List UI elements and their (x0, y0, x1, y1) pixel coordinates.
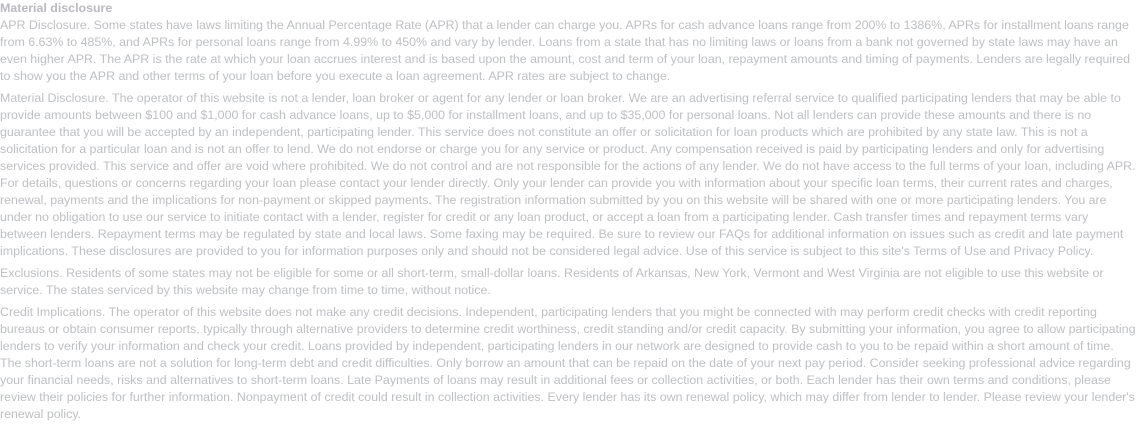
disclosure-title: Material disclosure (0, 1, 113, 15)
material-disclosure-paragraph: Material Disclosure. The operator of this website is not a lender, loan broker or agent for any lender or loan broker. We are an advertising referral service to qualified participating lenders that may be able to provide amounts between $100 and $1,000 for cash advance loans, up to $5,000 for installment loans, and up to $35,000 for personal loans. Not all lenders can provide these amounts and there is no guarantee that you will be accepted by an independent, participating lender. This service does not constitute an offer or solicitation for loan products which are prohibited by any state law. This is not a solicitation for a particular loan and is not an offer to lend. We do not endorse or charge you for any service or product. Any compensation received is paid by participating lenders and only for advertising services provided. This service and offer are void where prohibited. We do not control and are not responsible for the actions of any lender. We do not have access to the full terms of your loan, including APR. For details, questions or concerns regarding your loan please contact your lender directly. Only your lender can provide you with information about your specific loan terms, their current rates and charges, renewal, payments and the implications for non-payment or skipped payments. The registration information submitted by you on this website will be shared with one or more participating lenders. You are under no obligation to use our service to initiate contact with a lender, register for credit or any loan product, or accept a loan from a participating lender. Cash transfer times and repayment terms vary between lenders. Repayment terms may be regulated by state and local laws. Some faxing may be required. Be sure to review our FAQs for additional information on issues such as credit and late payment implications. These disclosures are provided to you for information purposes only and should not be considered legal advice. Use of this service is subject to this site's Terms of Use and Privacy Policy. (0, 91, 1136, 258)
exclusions-paragraph: Exclusions. Residents of some states may not be eligible for some or all short-term, small-dollar loans. Residents of Arkansas, New York, Vermont and West Virginia are not eligible to use this website or service. The states serviced by this website may change from time to time, without notice. (0, 266, 1104, 297)
credit-implications-paragraph: Credit Implications. The operator of this website does not make any credit decisions. Independent, participating lenders that you might be connected with may perform credit checks with credit reporting bureaus or obtain consumer reports, typically through alternative providers to determine credit worthiness, credit standing and/or credit capacity. By submitting your information, you agree to allow participating lenders to verify your information and check your credit. Loans provided by independent, participating lenders in our network are designed to provide cash to you to be repaid within a short amount of time. The short-term loans are not a solution for long-term debt and credit difficulties. Only borrow an amount that can be repaid on the date of your next pay period. Consider seeking professional advice regarding your financial needs, risks and alternatives to short-term loans. Late Payments of loans may result in additional fees or collection activities, or both. Each lender has their own terms and conditions, please review their policies for further information. Nonpayment of credit could result in collection activities. Every lender has its own renewal policy, which may differ from lender to lender. Please review your lender's renewal policy. (0, 305, 1136, 421)
apr-disclosure-paragraph: APR Disclosure. Some states have laws limiting the Annual Percentage Rate (APR) that a lender can charge you. APRs for cash advance loans range from 200% to 1386%, APRs for installment loans range from 6.63% to 485%, and APRs for personal loans range from 4.99% to 450% and vary by lender. Loans from a state that has no limiting laws or loans from a bank not governed by state laws may have an even higher APR. The APR is the rate at which your loan accrues interest and is based upon the amount, cost and term of your loan, repayment amounts and timing of payments. Lenders are legally required to show you the APR and other terms of your loan before you execute a loan agreement. APR rates are subject to change. (0, 18, 1131, 83)
